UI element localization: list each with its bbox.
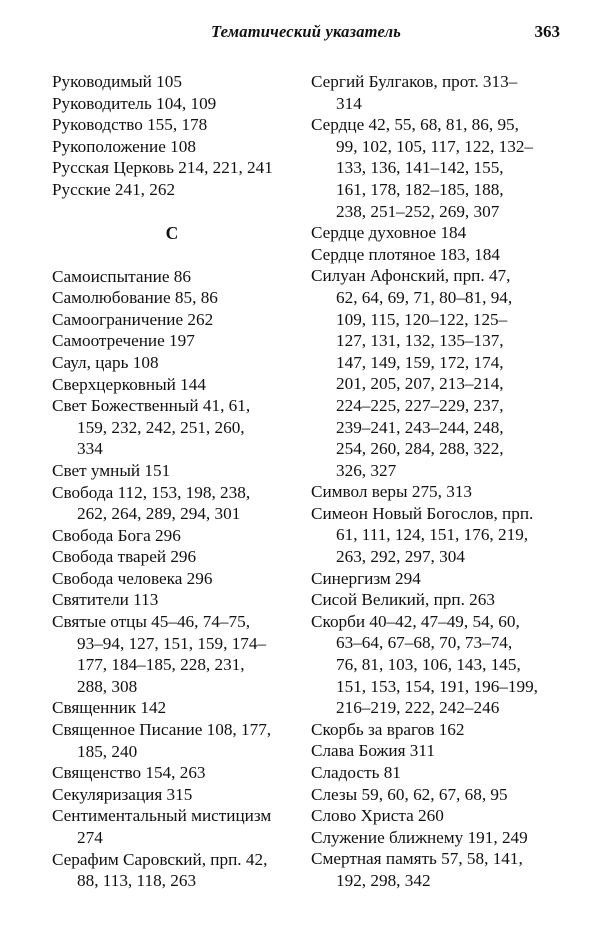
- index-entry: [52, 266, 292, 288]
- index-entry: [52, 546, 292, 568]
- index-entry-term: Свобода 112, 153, 198, 238,: [52, 482, 251, 502]
- index-entry-term: Серафим Саровский, прп. 42,: [52, 849, 268, 869]
- index-entry-term: Свет Божественный 41, 61,: [52, 396, 251, 416]
- index-entry-term: Симеон Новый Богослов, прп.: [311, 503, 534, 523]
- index-entry-continuation: 109, 115, 120–122, 125–: [336, 309, 508, 329]
- index-entry-continuation: 63–64, 67–68, 70, 73–74,: [336, 633, 513, 653]
- index-entry: [311, 805, 561, 827]
- index-entry-continuation: 334: [77, 439, 103, 459]
- index-entry: [311, 568, 561, 590]
- index-entry-continuation: 314: [336, 93, 362, 113]
- index-entry-continuation: 239–241, 243–244, 248,: [336, 417, 504, 437]
- index-entry-continuation: 147, 149, 159, 172, 174,: [336, 352, 504, 372]
- index-entry-term: Сергий Булгаков, прот. 313–: [311, 72, 518, 91]
- index-entry-continuation: 326, 327: [336, 460, 397, 480]
- index-entry: [311, 114, 561, 222]
- index-entry-term: Скорбь за врагов 162: [311, 719, 465, 739]
- index-entry-continuation: 93–94, 127, 151, 159, 174–: [77, 633, 267, 653]
- index-entry: [52, 849, 292, 892]
- index-entry: [52, 568, 292, 590]
- index-entries-after-section: [52, 266, 292, 892]
- index-entry-term: Сердце 42, 55, 68, 81, 86, 95,: [311, 115, 519, 135]
- index-entry-continuation: 238, 251–252, 269, 307: [336, 201, 500, 221]
- index-entry-continuation: 76, 81, 103, 106, 143, 145,: [336, 655, 521, 675]
- index-entries-right: [311, 71, 561, 892]
- index-entry-term: Смертная память 57, 58, 141,: [311, 849, 523, 869]
- index-entry: [311, 848, 561, 891]
- index-entry: [52, 482, 292, 525]
- index-entries-before-section: [52, 71, 292, 201]
- index-entry: [52, 611, 292, 697]
- index-entry-continuation: 177, 184–185, 228, 231,: [77, 655, 245, 675]
- index-entry-term: Синергизм 294: [311, 568, 421, 588]
- index-entry-term: Сердце духовное 184: [311, 223, 467, 243]
- index-entry: [52, 93, 292, 115]
- index-entry-term: Символ веры 275, 313: [311, 482, 473, 502]
- index-entry-continuation: 224–225, 227–229, 237,: [336, 395, 504, 415]
- index-entry-term: Святители 113: [52, 590, 159, 610]
- index-entry-term: Свобода человека 296: [52, 568, 213, 588]
- index-entry-term: Священное Писание 108, 177,: [52, 720, 272, 740]
- index-entry-continuation: 201, 205, 207, 213–214,: [336, 374, 504, 394]
- index-entry-term: Руководимый 105: [52, 72, 182, 91]
- index-entry: [52, 374, 292, 396]
- section-letter: С: [165, 222, 179, 243]
- index-entry-term: Священник 142: [52, 698, 167, 718]
- index-entry: [311, 827, 561, 849]
- index-entry-continuation: 192, 298, 342: [336, 870, 431, 890]
- index-entry-term: Секуляризация 315: [52, 784, 193, 804]
- index-entry-term: Свет умный 151: [52, 460, 171, 480]
- index-entry: [52, 784, 292, 806]
- index-entry-term: Святые отцы 45–46, 74–75,: [52, 612, 250, 632]
- index-entry-continuation: 127, 131, 132, 135–137,: [336, 331, 504, 351]
- index-entry-continuation: 159, 232, 242, 251, 260,: [77, 417, 245, 437]
- index-entry-term: Руководитель 104, 109: [52, 93, 217, 113]
- index-entry-term: Служение ближнему 191, 249: [311, 827, 528, 847]
- index-entry: [311, 503, 561, 568]
- index-entry-term: Русские 241, 262: [52, 179, 176, 199]
- index-entry: [311, 481, 561, 503]
- index-entry-term: Самоотречение 197: [52, 331, 195, 351]
- index-entry: [52, 157, 292, 179]
- index-entry-term: Священство 154, 263: [52, 763, 206, 783]
- index-entry-term: Самоиспытание 86: [52, 266, 191, 286]
- index-entry: [311, 244, 561, 266]
- index-entry: [52, 71, 292, 93]
- index-entry-term: Слезы 59, 60, 62, 67, 68, 95: [311, 784, 508, 804]
- index-entry-continuation: 216–219, 222, 242–246: [336, 698, 500, 718]
- index-entry-continuation: 133, 136, 141–142, 155,: [336, 158, 504, 178]
- index-entry-continuation: 61, 111, 124, 151, 176, 219,: [336, 525, 529, 545]
- running-header: [52, 22, 560, 52]
- index-entry: [311, 719, 561, 741]
- index-entry-continuation: 263, 292, 297, 304: [336, 547, 465, 567]
- index-entry-term: Саул, царь 108: [52, 352, 159, 372]
- index-entry-continuation: 62, 64, 69, 71, 80–81, 94,: [336, 287, 513, 307]
- index-entry: [52, 309, 292, 331]
- index-entry: [311, 784, 561, 806]
- index-entry-term: Самолюбование 85, 86: [52, 288, 218, 308]
- index-entry: [52, 179, 292, 201]
- index-entry: [52, 762, 292, 784]
- running-title: Тематический указатель: [210, 22, 402, 41]
- index-entry-term: Сисой Великий, прп. 263: [311, 590, 495, 610]
- index-entry-continuation: 99, 102, 105, 117, 122, 132–: [336, 136, 534, 156]
- index-entry: [52, 287, 292, 309]
- index-entry: [52, 114, 292, 136]
- index-entry: [311, 611, 561, 719]
- index-entry: [311, 740, 561, 762]
- index-entry: [311, 265, 561, 481]
- index-entry-continuation: 274: [77, 828, 103, 847]
- index-entry: [52, 805, 292, 848]
- index-entry-continuation: 151, 153, 154, 191, 196–199,: [336, 676, 538, 696]
- index-entry: [52, 395, 292, 460]
- index-entry: [311, 222, 561, 244]
- index-entry-term: Сверхцерковный 144: [52, 374, 206, 394]
- index-entry-term: Сладость 81: [311, 763, 401, 782]
- index-entry: [311, 762, 561, 784]
- index-entry-term: Свобода Бога 296: [52, 525, 181, 545]
- index-entry-term: Сердце плотяное 183, 184: [311, 244, 500, 264]
- index-column-left: [52, 71, 292, 892]
- index-entry-term: Рукоположение 108: [52, 136, 196, 156]
- index-entry-term: Слава Божия 311: [311, 741, 435, 761]
- index-entry: [52, 136, 292, 158]
- index-entry-continuation: 254, 260, 284, 288, 322,: [336, 439, 504, 459]
- index-entry-continuation: 88, 113, 118, 263: [77, 871, 197, 891]
- index-entry-continuation: 262, 264, 289, 294, 301: [77, 504, 241, 524]
- index-entry: [52, 589, 292, 611]
- index-entry: [52, 525, 292, 547]
- index-entry-term: Русская Церковь 214, 221, 241: [52, 158, 273, 178]
- index-column-right: [311, 71, 561, 892]
- index-entry: [52, 719, 292, 762]
- index-entry-continuation: 288, 308: [77, 676, 138, 696]
- index-entry: [311, 589, 561, 611]
- index-entry-continuation: 161, 178, 182–185, 188,: [336, 179, 504, 199]
- index-entry: [52, 697, 292, 719]
- index-entry-term: Слово Христа 260: [311, 806, 444, 826]
- index-entry-term: Руководство 155, 178: [52, 115, 208, 135]
- index-entry-term: Силуан Афонский, прп. 47,: [311, 266, 511, 286]
- index-entry: [52, 330, 292, 352]
- index-entry: [311, 71, 561, 114]
- index-entry-term: Сентиментальный мистицизм: [52, 806, 272, 826]
- index-entry-term: Свобода тварей 296: [52, 547, 197, 567]
- index-entry-term: Самоограничение 262: [52, 309, 214, 329]
- index-entry: [52, 352, 292, 374]
- index-entry-term: Скорби 40–42, 47–49, 54, 60,: [311, 611, 520, 631]
- index-entry: [52, 460, 292, 482]
- page-number: 363: [534, 22, 560, 41]
- index-entry-continuation: 185, 240: [77, 741, 138, 761]
